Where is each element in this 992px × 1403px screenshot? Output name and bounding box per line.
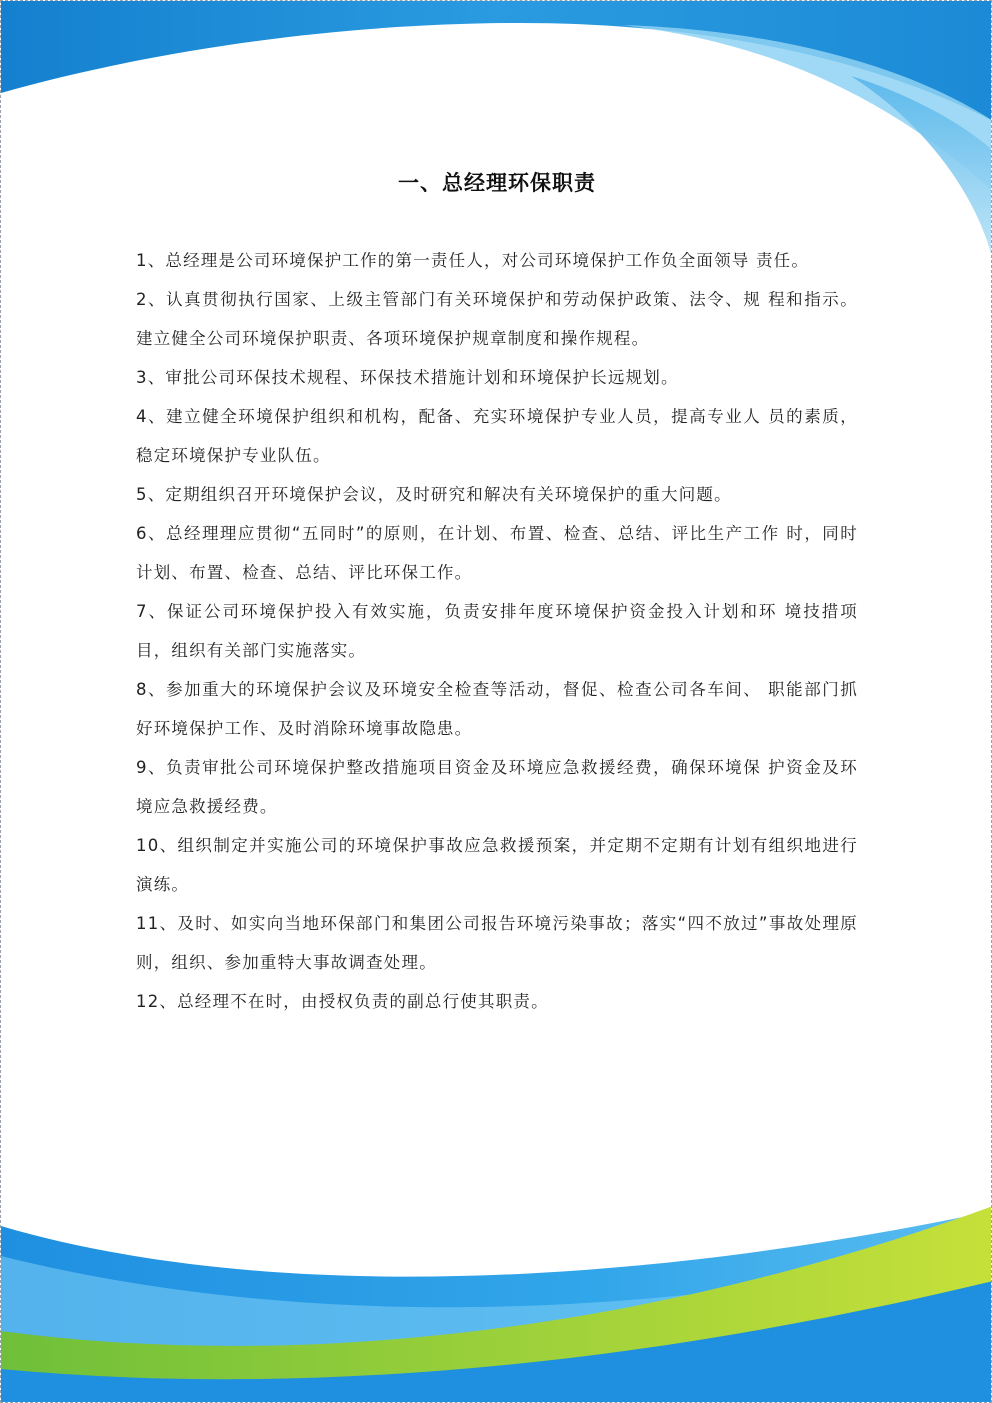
- list-item: 5、定期组织召开环境保护会议，及时研究和解决有关环境保护的重大问题。: [136, 485, 732, 504]
- document-content: [1, 1, 992, 1403]
- list-item: 1、总经理是公司环境保护工作的第一责任人，对公司环境保护工作负全面领导 责任。: [136, 251, 810, 270]
- list-item: 6、总经理理应贯彻“五同时”的原则，在计划、布置、检查、总结、评比生产工作 时，同时计划、布置、检查、总结、评比环保工作。: [136, 524, 858, 582]
- list-item: 12、总经理不在时，由授权负责的副总行使其职责。: [136, 992, 549, 1011]
- list-item: 10、组织制定并实施公司的环境保护事故应急救援预案，并定期不定期有计划有组织地进行演练。: [136, 836, 858, 894]
- list-item: 11、及时、如实向当地环保部门和集团公司报告环境污染事故；落实“四不放过”事故处理原则，组织、参加重特大事故调查处理。: [136, 914, 858, 972]
- list-item: 9、负责审批公司环境保护整改措施项目资金及环境应急救援经费，确保环境保 护资金及环境应急救援经费。: [136, 758, 858, 816]
- responsibility-list: [136, 241, 858, 1021]
- list-item: 2、认真贯彻执行国家、上级主管部门有关环境保护和劳动保护政策、法令、规 程和指示。建立健全公司环境保护职责、各项环境保护规章制度和操作规程。: [136, 290, 858, 348]
- list-item: 8、参加重大的环境保护会议及环境安全检查等活动，督促、检查公司各车间、 职能部门抓好环境保护工作、及时消除环境事故隐患。: [136, 680, 858, 738]
- page-title: 一、总经理环保职责: [398, 171, 596, 195]
- list-item: 7、保证公司环境保护投入有效实施，负责安排年度环境保护资金投入计划和环 境技措项目，组织有关部门实施落实。: [136, 602, 858, 660]
- list-item: 3、审批公司环保技术规程、环保技术措施计划和环境保护长远规划。: [136, 368, 679, 387]
- list-item: 4、建立健全环境保护组织和机构，配备、充实环境保护专业人员，提高专业人 员的素质，稳定环境保护专业队伍。: [136, 407, 858, 465]
